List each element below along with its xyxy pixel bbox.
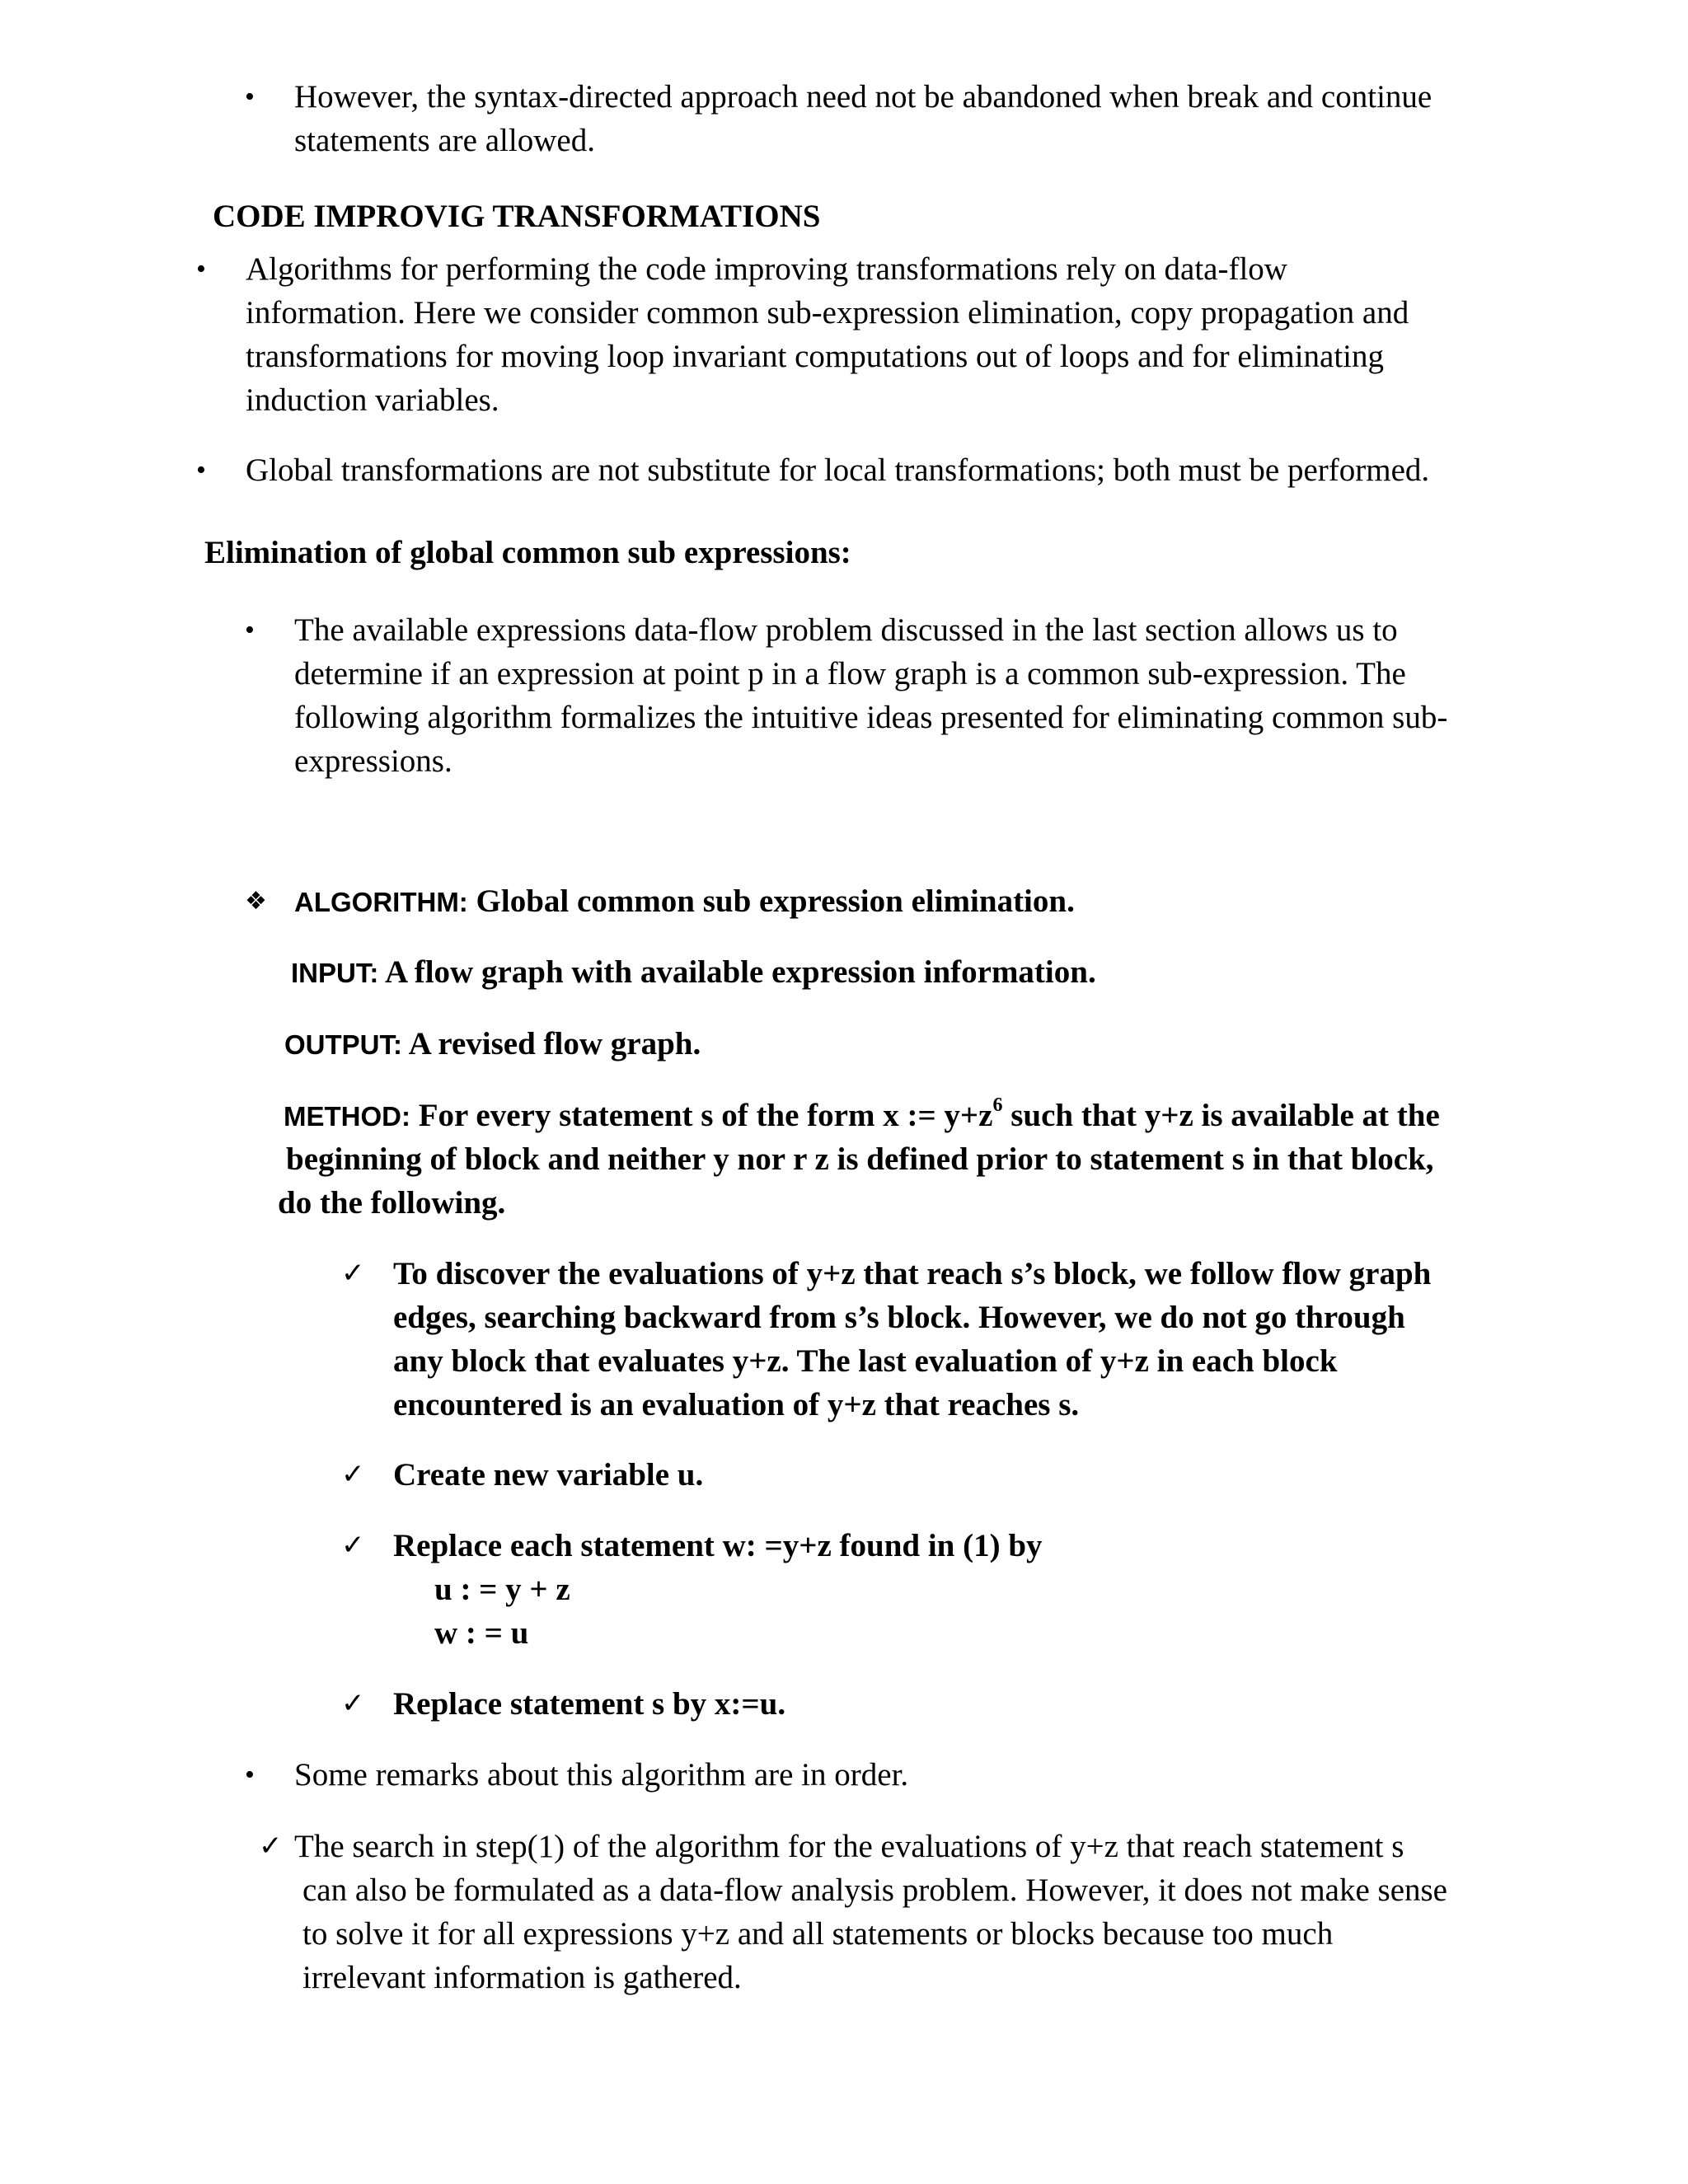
check-icon: ✓ (341, 1458, 365, 1491)
algorithm-step-1 (393, 1252, 1431, 1427)
text-line: The search in step(1) of the algorithm for the evaluations of y+z that reach statement s (294, 1829, 1404, 1864)
code-line: u : = y + z (434, 1572, 570, 1607)
text-line: Replace each statement w: =y+z found in (1) by (393, 1528, 1043, 1563)
text-line: expressions. (294, 743, 452, 779)
input-label: INPUT: (291, 958, 379, 988)
check-icon: ✓ (341, 1687, 365, 1720)
algorithm-step-3 (393, 1524, 1043, 1568)
diamond-icon: ❖ (245, 887, 267, 916)
method-line-2: beginning of block and neither y nor r z is defined prior to statement s in that block, (286, 1141, 1434, 1177)
text-line: Create new variable u. (393, 1457, 704, 1493)
check-icon: ✓ (341, 1257, 365, 1290)
text-line: following algorithm formalizes the intuitive ideas presented for eliminating common sub- (294, 700, 1448, 735)
intro-paragraph (294, 75, 1432, 162)
algorithm-title (294, 879, 1075, 924)
output-text: A revised flow graph. (408, 1026, 701, 1062)
output-label: OUTPUT: (284, 1029, 402, 1060)
text-line: induction variables. (246, 382, 499, 418)
bullet-icon: • (245, 82, 255, 112)
text-line: any block that evaluates y+z. The last evaluation of y+z in each block (393, 1343, 1338, 1379)
algorithm-title-text: Global common sub expression elimination. (476, 883, 1075, 919)
text-line: Replace statement s by x:=u. (393, 1686, 786, 1722)
input-text: A flow graph with available expression information. (384, 954, 1096, 990)
section-bullet-2 (246, 448, 1429, 492)
algorithm-output (284, 1022, 701, 1066)
text-line: irrelevant information is gathered. (302, 1960, 742, 1995)
text-line: edges, searching backward from s’s block. However, we do not go through (393, 1300, 1405, 1335)
code-block (434, 1568, 570, 1655)
remarks-bullet: Some remarks about this algorithm are in order. (294, 1757, 909, 1793)
check-icon: ✓ (259, 1830, 283, 1863)
text-line: Algorithms for performing the code improving transformations rely on data-flow (246, 251, 1287, 287)
method-line-3: do the following. (278, 1185, 506, 1221)
check-icon: ✓ (341, 1529, 365, 1562)
bullet-icon: • (196, 455, 206, 485)
bullet-icon: • (245, 615, 255, 645)
text-line: The available expressions data-flow problem discussed in the last section allows us to (294, 612, 1398, 648)
remarks-paragraph (294, 1825, 1447, 1999)
text-line: However, the syntax-directed approach need not be abandoned when break and continue (294, 79, 1432, 115)
text-line: statements are allowed. (294, 123, 595, 158)
section-title: CODE IMPROVIG TRANSFORMATIONS (213, 199, 821, 234)
algorithm-method (284, 1094, 1440, 1138)
algorithm-label: ALGORITHM: (294, 887, 468, 917)
sub-bullet-paragraph (294, 608, 1447, 783)
text-line: To discover the evaluations of y+z that reach s’s block, we follow flow graph (393, 1256, 1432, 1291)
bullet-icon: • (196, 254, 206, 284)
text-line: information. Here we consider common sub-expression elimination, copy propagation and (246, 295, 1409, 330)
algorithm-input (291, 950, 1096, 995)
text-line: Global transformations are not substitute for local transformations; both must be performed. (246, 452, 1430, 488)
bullet-icon: • (245, 1760, 255, 1790)
algorithm-step-2 (393, 1453, 703, 1497)
text-line: determine if an expression at point p in a flow graph is a common sub-expression. The (294, 656, 1406, 691)
algorithm-step-4 (393, 1682, 785, 1726)
code-line: w : = u (434, 1615, 529, 1651)
method-text-post: such that y+z is available at the (1010, 1098, 1440, 1133)
method-label: METHOD: (284, 1101, 410, 1132)
text-line: transformations for moving loop invariant computations out of loops and for eliminating (246, 339, 1385, 374)
method-superscript: 6 (992, 1094, 1003, 1116)
section-bullet-1 (246, 247, 1409, 422)
subheading: Elimination of global common sub expressions: (204, 535, 851, 570)
method-text-pre: For every statement s of the form x := y+z (418, 1098, 993, 1133)
text-line: encountered is an evaluation of y+z that reaches s. (393, 1387, 1080, 1422)
text-line: can also be formulated as a data-flow analysis problem. However, it does not make sense (302, 1872, 1447, 1908)
text-line: to solve it for all expressions y+z and all statements or blocks because too much (302, 1916, 1334, 1952)
